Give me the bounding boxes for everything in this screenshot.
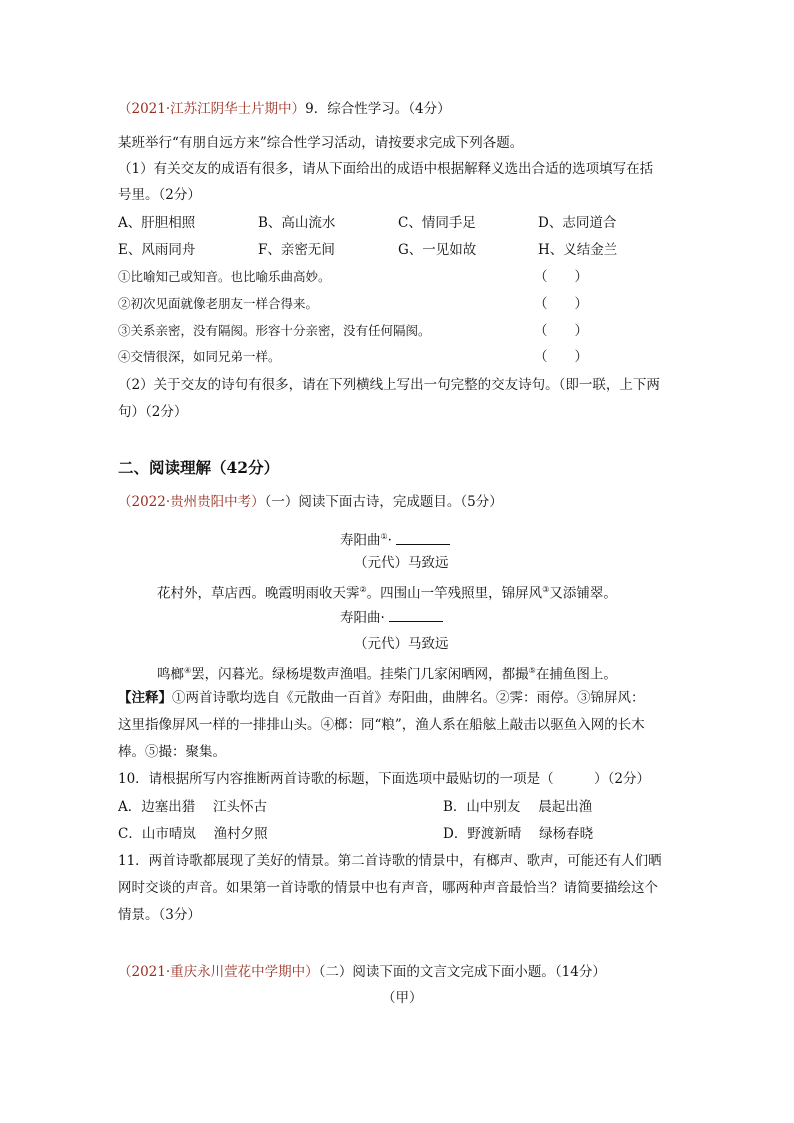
annotation-line-3: 棒。⑤撮：聚集。 [118,744,226,760]
annotation-line-2: 这里指像屏风一样的一排排山头。④榔：同“粮”，渔人系在船舷上敲击以驱鱼入网的长木 [118,717,645,733]
poem1-text-a: 花村外，草店西。晚霞明雨收天霁 [157,585,360,602]
idiom-option-d: D、志同道合 [538,215,617,231]
poem1-footnote-marker: ① [380,532,388,541]
idiom-option-b: B、高山流水 [258,215,336,231]
poem2-text-c: 在捕鱼图上。 [535,666,617,683]
q9-source: （2021·江苏江阴华士片期中） [118,101,306,117]
annotation-line-1 [118,688,645,708]
poem-source: （2022·贵州贵阳中考） [118,494,265,510]
poem1-title-blank[interactable] [396,530,450,545]
q10-option-d[interactable]: D．野渡新晴 绿杨春晓 [443,826,594,842]
poem1-text-c: 又添铺翠。 [549,585,617,602]
idiom-option-c: C、情同手足 [398,215,476,231]
poem1-title [340,527,450,551]
q11-line-2: 网时交谈的声音。如果第一首诗歌的情景中也有声音，哪两种声音最恰当？请简要描绘这个 [118,880,658,896]
poem1-title-text: 寿阳曲 [340,532,381,549]
q10-option-c[interactable]: C．山市晴岚 渔村夕照 [118,826,268,842]
poem1-footnote-3: ③ [542,585,550,594]
definition-item-1: ①比喻知己或知音。也比喻乐曲高妙。 [118,269,331,284]
q10-option-b[interactable]: B．山中别友 晨起出渔 [443,799,593,815]
idiom-option-a: A、肝胆相照 [118,215,196,231]
poem1-author: （元代）马致远 [354,555,449,571]
classical-header [118,962,606,982]
poem1-title-dot: · [387,532,392,549]
idiom-option-g: G、一见如故 [398,242,477,258]
poem-header [118,492,503,512]
definition-item-2: ②初次见面就像老朋友一样合得来。 [118,296,319,311]
q9-part1-line2: 号里。（2分） [118,187,201,203]
idiom-option-e: E、风雨同舟 [118,242,196,258]
poem2-footnote-5: ⑤ [528,666,536,675]
answer-paren-4[interactable]: （ ） [534,349,588,365]
answer-paren-1[interactable]: （ ） [534,269,588,285]
q9-title: 9．综合性学习。（4分） [305,101,451,117]
q9-part2-line2: 句）（2分） [118,404,188,420]
q10-option-a[interactable]: A．边塞出猎 江头怀古 [118,799,268,815]
poem2-footnote-4: ④ [184,666,192,675]
poem1-footnote-2: ② [359,585,367,594]
q9-part1-line1: （1）有关交友的成语有很多，请从下面给出的成语中根据解释义选出合适的选项填写在括 [118,161,654,177]
classical-sub-label: （甲） [382,990,423,1006]
q11-line-1: 11．两首诗歌都展现了美好的情景。第二首诗歌的情景中，有榔声、歌声，可能还有人们晒 [118,853,662,869]
idiom-option-h: H、义结金兰 [538,242,618,258]
classical-instruction: （二）阅读下面的文言文完成下面小题。（14分） [318,964,606,980]
annotation-label: 【注释】 [118,690,172,706]
q9-intro: 某班举行“有朋自远方来”综合性学习活动，请按要求完成下列各题。 [118,135,524,151]
classical-source: （2021·重庆永川萱花中学期中） [118,964,319,980]
poem2-text-a: 鸣榔 [157,666,184,683]
poem2-title [340,607,443,628]
poem2-text-b: 罢，闪暮光。绿杨堤数声渔唱。挂柴门几家闲晒网，都撮 [191,666,529,683]
poem2-text [157,661,617,685]
q10-stem: 10．请根据所写内容推断两首诗歌的标题，下面选项中最贴切的一项是（ ）（2分） [118,771,651,787]
q11-line-3: 情景。（3分） [118,907,201,923]
answer-paren-2[interactable]: （ ） [534,296,588,312]
idiom-option-f: F、亲密无间 [258,242,335,258]
q9-header [118,99,451,119]
poem1-text-b: 。四围山一竿残照里，锦屏风 [366,585,543,602]
annotation-text-1: ①两首诗歌均选自《元散曲一百首》寿阳曲，曲牌名。②霁：雨停。③锦屏风： [172,690,645,706]
definition-item-3: ③关系亲密，没有隔阂。形容十分亲密，没有任何隔阂。 [118,323,431,338]
q9-part2-line1: （2）关于交友的诗句有很多，请在下列横线上写出一句完整的交友诗句。（即一联，上下两 [118,377,660,393]
poem2-title-text: 寿阳曲· [340,610,385,626]
poem2-title-blank[interactable] [389,607,443,622]
poem-instruction: （一）阅读下面古诗，完成题目。（5分） [264,494,503,510]
poem2-author: （元代）马致远 [354,636,449,652]
poem1-text [157,580,617,604]
definition-item-4: ④交情很深，如同兄弟一样。 [118,349,281,364]
answer-paren-3[interactable]: （ ） [534,323,588,339]
section-heading: 二、阅读理解（42分） [118,458,280,477]
